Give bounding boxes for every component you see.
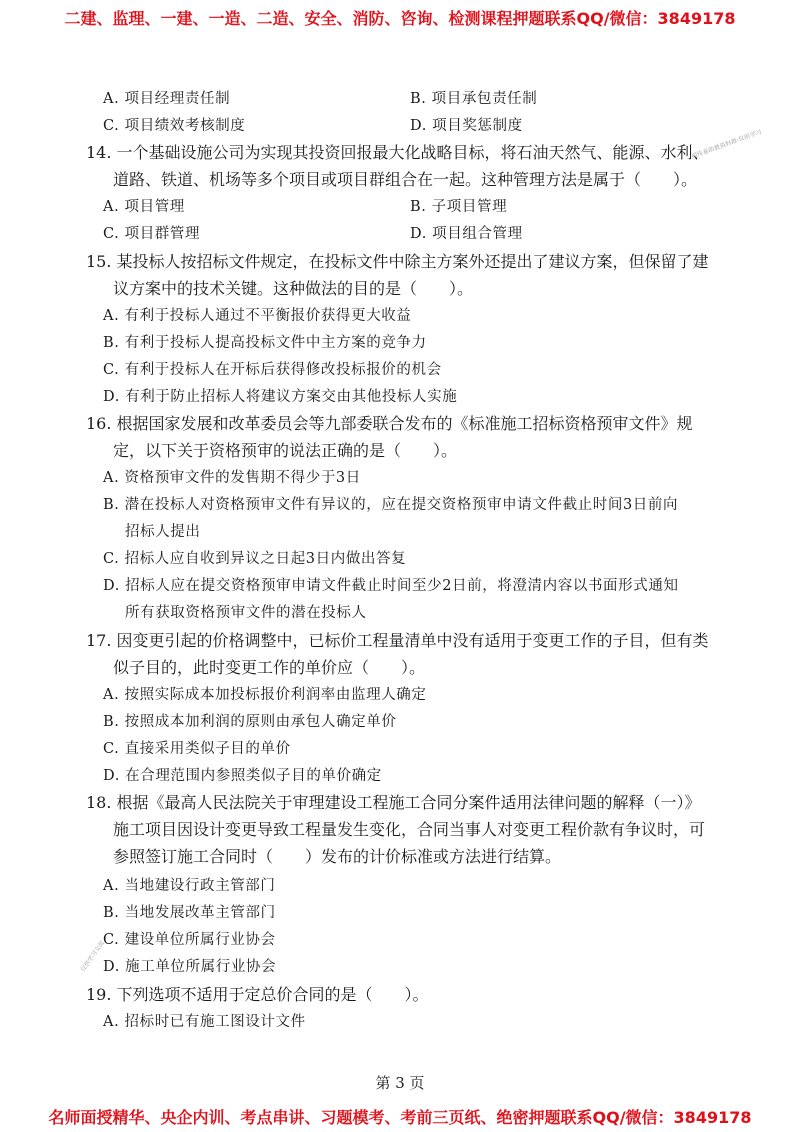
top-promo-banner: 二建、监理、一建、一造、二造、安全、消防、咨询、检测课程押题联系QQ/微信：3849178: [64, 9, 736, 28]
q16-option-b-line-2: 招标人提出: [125, 524, 201, 540]
q17-stem-line-2: 似子目的，此时变更工作的单价应（ ）。: [113, 658, 426, 677]
q13-option-d: D. 项目奖惩制度: [410, 118, 523, 134]
q15-option-c: C. 有利于投标人在开标后获得修改投标报价的机会: [103, 362, 442, 378]
q14-stem-line-2: 道路、铁道、机场等多个项目或项目群组合在一起。这种管理方法是属于（ ）。: [113, 170, 698, 189]
q17-option-d: D. 在合理范围内参照类似子目的单价确定: [103, 768, 382, 784]
q15-option-b: B. 有利于投标人提高投标文件中主方案的竞争力: [103, 335, 427, 351]
q16-option-d-line-1: D. 招标人应在提交资格预审申请文件截止时间至少2日前，将澄清内容以书面形式通知: [103, 578, 679, 594]
q17-option-b: B. 按照成本加利润的原则由承包人确定单价: [103, 714, 397, 730]
q14-stem-line-1: 14. 一个基础设施公司为实现其投资回报最大化战略目标，将石油天然气、能源、水利、: [86, 143, 709, 162]
q18-option-b: B. 当地发展改革主管部门: [103, 905, 276, 921]
q16-option-a: A. 资格预审文件的发售期不得少于3日: [103, 470, 361, 486]
q13-option-b: B. 项目承包责任制: [410, 91, 538, 107]
q15-option-a: A. 有利于投标人通过不平衡报价获得更大收益: [103, 308, 412, 324]
watermark-stamp-left: 仅供学习交流: [79, 939, 107, 974]
q18-option-d: D. 施工单位所属行业协会: [103, 959, 277, 975]
q14-option-b: B. 子项目管理: [410, 199, 508, 215]
q13-option-c: C. 项目绩效考核制度: [103, 118, 246, 134]
q16-option-d-line-2: 所有获取资格预审文件的潜在投标人: [125, 605, 367, 621]
q15-stem-line-2: 议方案中的技术关键。这种做法的目的是（ ）。: [113, 279, 474, 298]
q19-stem-line-1: 19. 下列选项不适用于定总价合同的是（ ）。: [86, 985, 429, 1004]
q13-option-a: A. 项目经理责任制: [103, 91, 231, 107]
q16-stem-line-1: 16. 根据国家发展和改革委员会等九部委联合发布的《标准施工招标资格预审文件》规: [86, 414, 693, 433]
q17-option-c: C. 直接采用类似子目的单价: [103, 741, 291, 757]
q17-option-a: A. 按照实际成本加投标报价利润率由监理人确定: [103, 687, 427, 703]
watermark-stamp-right: 胡传喜助教资料群·仅供学习: [690, 128, 763, 161]
bottom-promo-banner: 名师面授精华、央企内训、考点串讲、习题模考、考前三页纸、绝密押题联系QQ/微信：3849178: [48, 1108, 752, 1127]
q19-option-a: A. 招标时已有施工图设计文件: [103, 1014, 306, 1030]
q18-option-c: C. 建设单位所属行业协会: [103, 932, 276, 948]
q18-stem-line-1: 18. 根据《最高人民法院关于审理建设工程施工合同分案件适用法律问题的解释（一）》: [86, 793, 701, 812]
q18-stem-line-3: 参照签订施工合同时（ ）发布的计价标准或方法进行结算。: [113, 847, 562, 866]
q14-option-c: C. 项目群管理: [103, 226, 201, 242]
q16-stem-line-2: 定，以下关于资格预审的说法正确的是（ ）。: [113, 441, 458, 460]
q17-stem-line-1: 17. 因变更引起的价格调整中，已标价工程量清单中没有适用于变更工作的子目，但有类: [86, 631, 709, 650]
q16-option-b-line-1: B. 潜在投标人对资格预审文件有异议的，应在提交资格预审申请文件截止时间3日前向: [103, 497, 679, 513]
q16-option-c: C. 招标人应自收到异议之日起3日内做出答复: [103, 551, 407, 567]
q15-stem-line-1: 15. 某投标人按招标文件规定，在投标文件中除主方案外还提出了建议方案，但保留了建: [86, 252, 709, 271]
q15-option-d: D. 有利于防止招标人将建议方案交由其他投标人实施: [103, 389, 458, 405]
q14-option-a: A. 项目管理: [103, 199, 185, 215]
q18-option-a: A. 当地建设行政主管部门: [103, 878, 276, 894]
q18-stem-line-2: 施工项目因设计变更导致工程量发生变化，合同当事人对变更工程价款有争议时，可: [113, 820, 706, 839]
page-number: 第 3 页: [375, 1074, 425, 1092]
q14-option-d: D. 项目组合管理: [410, 226, 523, 242]
